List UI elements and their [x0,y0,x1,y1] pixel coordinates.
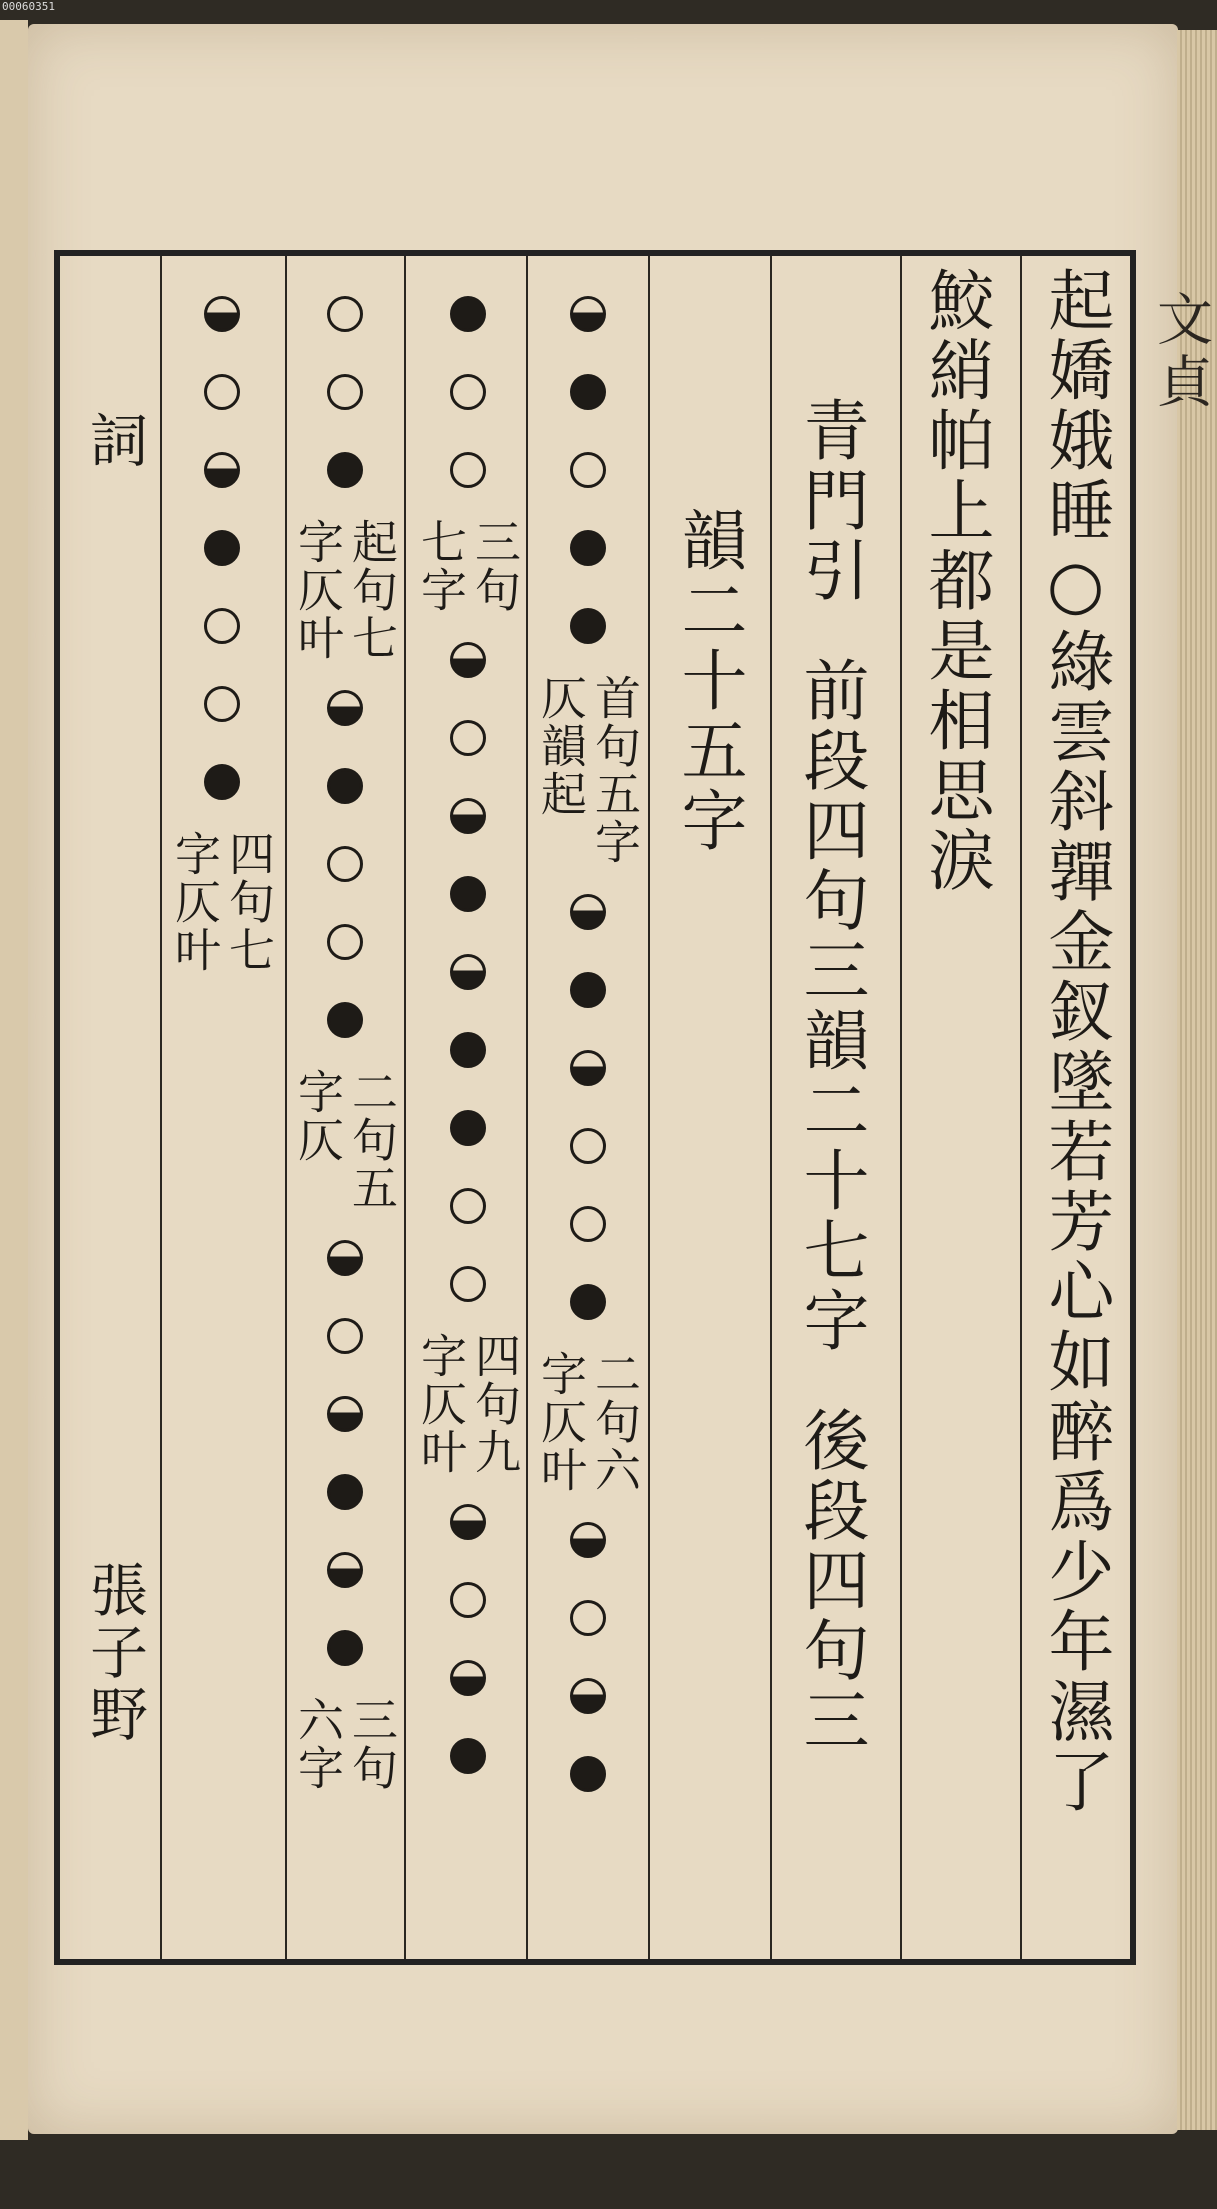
prosody-note: 三句 六字 [291,1696,399,1792]
text-column-4 [658,256,758,2209]
tone-mark [570,1050,606,1086]
tone-mark [327,374,363,410]
ci-label: 詞 [80,410,148,472]
tone-mark [327,1318,363,1354]
tone-mark [450,1266,486,1302]
tone-mark [570,1206,606,1242]
tone-mark [327,690,363,726]
tone-mark [204,452,240,488]
tone-mark [570,452,606,488]
tone-column-6 [414,256,522,1979]
prosody-note: 四句九 字仄叶 [414,1332,522,1476]
column-rule [526,256,528,1959]
column-text: 鮫綃帕上都是相思淚 [917,266,994,896]
tone-mark [570,1522,606,1558]
tone-mark [450,374,486,410]
tone-mark [327,768,363,804]
tone-mark [450,642,486,678]
prosody-note: 起句七 字仄叶 [291,518,399,662]
tone-mark [570,894,606,930]
tune-title: 青門引 [792,396,869,606]
tone-column-5 [534,256,642,1979]
tone-mark [327,1002,363,1038]
tone-mark [450,1660,486,1696]
prosody-note: 四句七 字仄叶 [168,830,276,974]
tone-mark [450,1110,486,1146]
tone-mark [570,1756,606,1792]
tone-mark [204,608,240,644]
tone-mark [570,972,606,1008]
column-rule [770,256,772,1959]
prosody-note: 首句五字 仄韻起 [534,674,642,866]
tone-mark [204,296,240,332]
tone-mark [450,954,486,990]
tone-mark [327,296,363,332]
tone-mark [327,1474,363,1510]
left-page-strip [0,20,28,2140]
tone-mark [570,296,606,332]
tone-mark [450,720,486,756]
tone-mark [570,608,606,644]
tone-mark [327,452,363,488]
tone-mark [204,374,240,410]
tone-mark [570,530,606,566]
tone-mark [327,846,363,882]
column-rule [404,256,406,1959]
tone-mark [450,1582,486,1618]
column-rule [900,256,902,1959]
author-label: 張子野 [80,1560,148,1746]
tone-mark [570,1678,606,1714]
tone-mark [570,1600,606,1636]
tone-mark [327,1240,363,1276]
tone-mark [327,1630,363,1666]
prosody-note: 二句六 字仄叶 [534,1350,642,1494]
tone-mark [204,530,240,566]
tone-column-7 [291,256,399,1979]
column-rule [1020,256,1022,1959]
text-column-2 [910,256,1000,1969]
tone-mark [204,686,240,722]
tone-mark [570,1284,606,1320]
column-text: 韻二十五字 [670,506,747,856]
prosody-note: 二句五 字仄 [291,1068,399,1212]
tone-mark [327,1396,363,1432]
tone-mark [450,876,486,912]
text-column-3 [780,256,880,2099]
tone-mark [204,764,240,800]
tone-mark [570,374,606,410]
column-text: 後段四句三 [792,1406,869,1756]
tone-mark [450,1032,486,1068]
tone-mark [327,1552,363,1588]
text-column-1 [1030,256,1120,1969]
column-rule [648,256,650,1959]
column-text: 前段四句三韻二十七字 [792,656,869,1356]
scan-id: 00060351 [2,0,55,13]
tone-column-8 [168,256,276,1979]
tone-mark [450,798,486,834]
tone-mark [450,452,486,488]
prosody-note: 三句 七字 [414,518,522,614]
tone-mark [450,296,486,332]
tone-mark [450,1738,486,1774]
column-rule [285,256,287,1959]
tone-mark [450,1504,486,1540]
header-title: 文貞 [1148,290,1213,414]
tone-mark [450,1188,486,1224]
column-text: 起嬌娥睡○綠雲斜嚲金釵墜若芳心如醉爲少年濕了 [1037,266,1114,1817]
tone-mark [570,1128,606,1164]
column-rule [160,256,162,1959]
tone-mark [327,924,363,960]
